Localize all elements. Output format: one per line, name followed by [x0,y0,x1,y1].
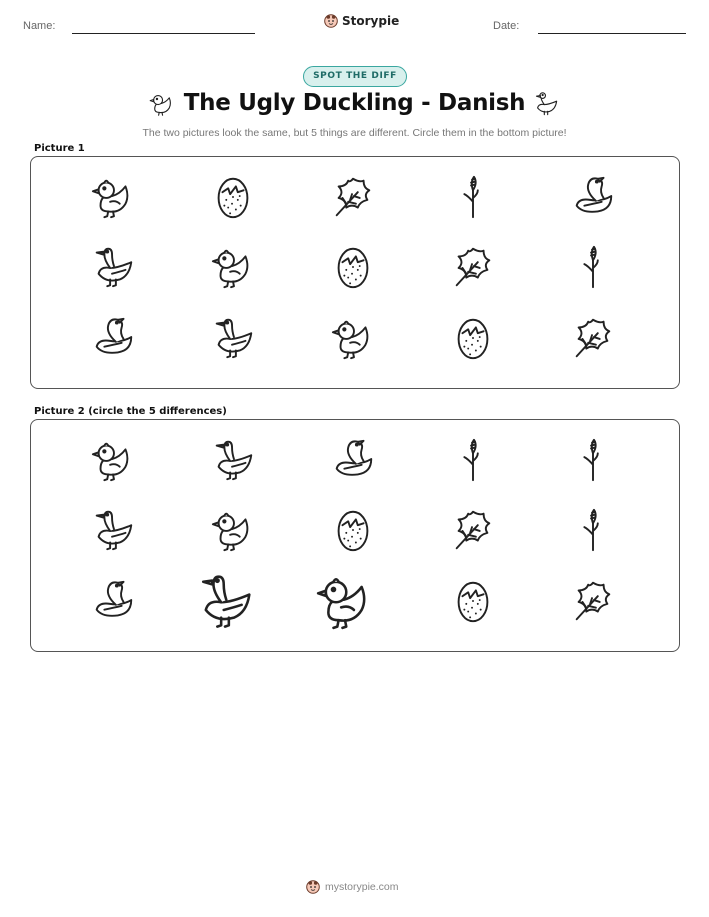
brand [324,14,399,28]
name-line[interactable] [72,33,255,34]
picture-2-egg-icon[interactable] [449,577,497,625]
picture-1-egg-icon [329,243,377,291]
picture-1-swan-icon [569,173,617,221]
picture-1-egg-icon [449,314,497,362]
picture-1-panel [30,156,680,389]
spot-the-diff-badge: SPOT THE DIFF [303,66,407,87]
picture-1-reed-icon [569,243,617,291]
picture-2-reed-icon[interactable] [449,436,497,484]
worksheet-header [0,16,709,40]
date-line[interactable] [538,33,686,34]
picture-2-duckling-icon[interactable] [209,506,257,554]
picture-2-swan-icon[interactable] [89,577,137,625]
picture-1-duckling-icon [329,314,377,362]
picture-2-duck-icon[interactable] [193,569,257,633]
picture-2-swan-icon[interactable] [329,436,377,484]
date-label: Date: [493,20,520,32]
picture-2-leaf-icon[interactable] [449,506,497,554]
picture-1-duckling-icon [209,243,257,291]
picture-1-egg-icon [209,173,257,221]
picture-1-swan-icon [89,314,137,362]
picture-2-duckling-icon[interactable] [313,569,377,633]
storypie-logo-icon [306,880,320,894]
picture-2-panel[interactable] [30,419,680,652]
brand-name: Storypie [342,14,400,28]
picture-1-label: Picture 1 [34,143,85,154]
picture-2-reed-icon[interactable] [569,436,617,484]
picture-2-duck-icon[interactable] [89,506,137,554]
storypie-logo-icon [324,14,338,28]
footer-site: mystorypie.com [325,881,399,893]
picture-2-reed-icon[interactable] [569,506,617,554]
picture-1-leaf-icon [329,173,377,221]
picture-2-duck-icon[interactable] [209,436,257,484]
footer [306,880,399,894]
picture-2-duckling-icon[interactable] [89,436,137,484]
picture-1-leaf-icon [569,314,617,362]
picture-1-leaf-icon [449,243,497,291]
instructions: The two pictures look the same, but 5 things are different. Circle them in the bottom picture! [142,127,567,139]
picture-2-label: Picture 2 (circle the 5 differences) [34,406,227,417]
picture-2-leaf-icon[interactable] [569,577,617,625]
name-label: Name: [23,20,56,32]
picture-2-egg-icon[interactable] [329,506,377,554]
picture-1-reed-icon [449,173,497,221]
duck-icon [532,90,560,118]
page-title: The Ugly Duckling - Danish [183,90,526,116]
picture-1-duckling-icon [89,173,137,221]
picture-1-duck-icon [89,243,137,291]
picture-1-duck-icon [209,314,257,362]
